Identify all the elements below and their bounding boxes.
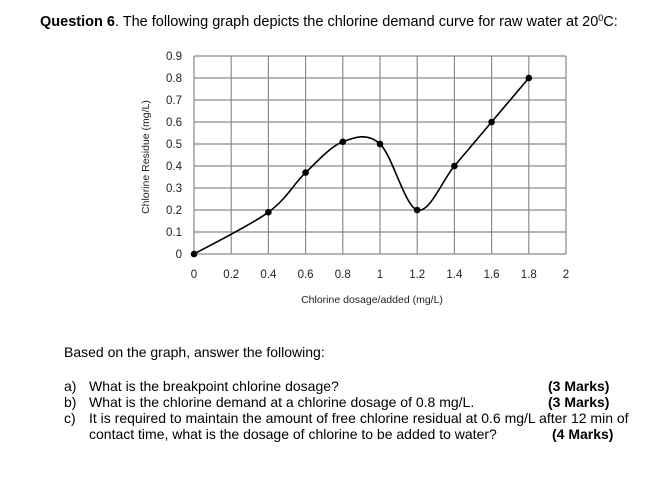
question-c-label: c) xyxy=(64,410,76,426)
y-tick-label: 0.7 xyxy=(166,95,182,107)
y-tick-label: 0.4 xyxy=(166,161,182,173)
y-tick-label: 0.9 xyxy=(166,51,182,63)
x-tick-label: 1.6 xyxy=(483,269,500,281)
y-tick-label: 0.6 xyxy=(166,117,182,129)
question-c xyxy=(64,410,644,442)
data-point xyxy=(488,119,495,126)
temperature-unit: C: xyxy=(603,14,618,30)
x-tick-label: 0.6 xyxy=(297,269,314,281)
data-point xyxy=(302,169,309,176)
question-b-marks: (3 Marks) xyxy=(548,394,610,410)
x-axis-label: Chlorine dosage/added (mg/L) xyxy=(301,294,443,306)
x-tick-label: 2 xyxy=(562,269,570,281)
question-b-label: b) xyxy=(64,394,77,410)
question-b xyxy=(64,394,644,410)
data-point xyxy=(526,75,533,82)
y-tick-label: 0.3 xyxy=(166,183,182,195)
x-tick-label: 0.4 xyxy=(260,269,277,281)
y-tick-label: 0.5 xyxy=(166,139,182,151)
y-axis-label: Chlorine Residue (mg/L) xyxy=(140,100,152,214)
question-c-text: It is required to maintain the amount of free chlorine residual at 0.6 mg/L after 12 min of contact time, what is the dosage of chlorine to be added to water? xyxy=(89,410,629,442)
data-point xyxy=(451,163,458,170)
data-point xyxy=(340,139,347,146)
x-tick-label: 0.8 xyxy=(334,269,351,281)
instructions-text: Based on the graph, answer the following: xyxy=(64,344,325,360)
question-a xyxy=(64,378,644,394)
y-tick-label: 0 xyxy=(175,249,182,261)
question-text: . The following graph depicts the chlorine demand curve for raw water at 20 xyxy=(114,14,599,30)
x-tick-label: 0.2 xyxy=(223,269,240,281)
question-a-label: a) xyxy=(64,378,77,394)
question-b-text: What is the chlorine demand at a chlorine dosage of 0.8 mg/L. xyxy=(89,394,475,410)
x-tick-label: 1 xyxy=(376,269,384,281)
x-tick-label: 1.4 xyxy=(446,269,463,281)
data-point xyxy=(191,251,198,258)
data-point xyxy=(414,207,421,214)
y-tick-label: 0.2 xyxy=(166,205,182,217)
question-number: Question 6 xyxy=(40,14,115,30)
question-block xyxy=(64,344,644,442)
question-a-text: What is the breakpoint chlorine dosage? xyxy=(89,378,339,394)
data-point xyxy=(377,141,384,148)
x-tick-label: 1.2 xyxy=(409,269,426,281)
x-tick-label: 0 xyxy=(190,269,198,281)
y-tick-label: 0.1 xyxy=(166,227,182,239)
question-a-marks: (3 Marks) xyxy=(548,378,610,394)
x-tick-label: 1.8 xyxy=(520,269,537,281)
question-c-marks: (4 Marks) xyxy=(552,426,614,442)
y-tick-label: 0.8 xyxy=(166,73,182,85)
degree-superscript: 0 xyxy=(598,13,604,23)
data-point xyxy=(265,209,272,216)
